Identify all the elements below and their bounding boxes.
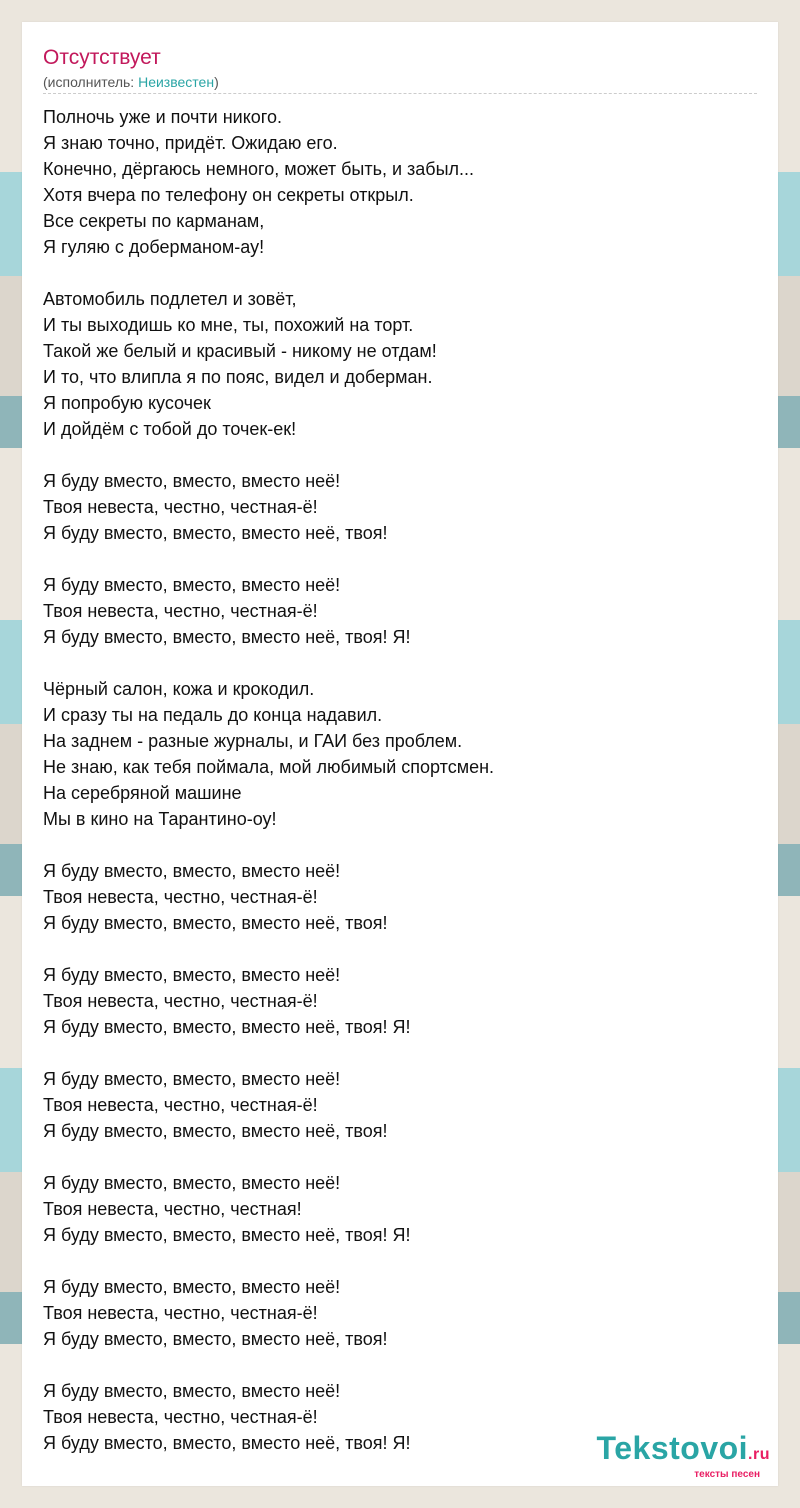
stanza-gap bbox=[43, 546, 757, 572]
lyric-line: Твоя невеста, честно, честная-ё! bbox=[43, 887, 318, 907]
lyric-line: Я буду вместо, вместо, вместо неё, твоя! Я! bbox=[43, 1017, 411, 1037]
stanza-gap bbox=[43, 832, 757, 858]
lyric-line: Хотя вчера по телефону он секреты открыл. bbox=[43, 185, 414, 205]
logo-wordmark bbox=[597, 1432, 770, 1471]
stanza-gap bbox=[43, 650, 757, 676]
lyric-line: Полночь уже и почти никого. bbox=[43, 107, 282, 127]
stanza-gap bbox=[43, 1352, 757, 1378]
stanza-gap bbox=[43, 1144, 757, 1170]
lyric-line: И сразу ты на педаль до конца надавил. bbox=[43, 705, 383, 725]
stanza-gap bbox=[43, 442, 757, 468]
stanza-gap bbox=[43, 260, 757, 286]
lyric-line: Я буду вместо, вместо, вместо неё, твоя! Я! bbox=[43, 1433, 411, 1453]
lyric-line: Я попробую кусочек bbox=[43, 393, 211, 413]
lyric-line: Твоя невеста, честно, честная-ё! bbox=[43, 1095, 318, 1115]
song-title: Отсутствует bbox=[43, 46, 161, 69]
lyric-line: На серебряной машине bbox=[43, 783, 242, 803]
logo-name: Tekstovoi bbox=[596, 1430, 749, 1466]
stanza-gap bbox=[43, 1248, 757, 1274]
lyric-line: Твоя невеста, честно, честная-ё! bbox=[43, 991, 318, 1011]
lyric-line: Я буду вместо, вместо, вместо неё! bbox=[43, 861, 341, 881]
lyric-line: Твоя невеста, честно, честная-ё! bbox=[43, 1303, 318, 1323]
lyric-line: Я буду вместо, вместо, вместо неё, твоя! bbox=[43, 1329, 388, 1349]
lyrics-text bbox=[43, 104, 757, 1456]
lyric-line: Твоя невеста, честно, честная-ё! bbox=[43, 1407, 318, 1427]
lyric-line: Я буду вместо, вместо, вместо неё! bbox=[43, 1069, 341, 1089]
lyric-line: И дойдём с тобой до точек-ек! bbox=[43, 419, 297, 439]
logo-tagline: тексты песен bbox=[694, 1469, 760, 1480]
lyric-line: Я буду вместо, вместо, вместо неё! bbox=[43, 1173, 341, 1193]
lyric-line: Я буду вместо, вместо, вместо неё, твоя! bbox=[43, 913, 388, 933]
lyric-line: Твоя невеста, честно, честная! bbox=[43, 1199, 302, 1219]
lyric-line: Не знаю, как тебя поймала, мой любимый спортсмен. bbox=[43, 757, 495, 777]
lyric-line: Я знаю точно, придёт. Ожидаю его. bbox=[43, 133, 338, 153]
lyrics-card bbox=[22, 22, 778, 1486]
lyric-line: Я буду вместо, вместо, вместо неё! bbox=[43, 1381, 341, 1401]
lyric-line: Я буду вместо, вместо, вместо неё, твоя! Я! bbox=[43, 1225, 411, 1245]
lyric-line: И то, что влипла я по пояс, видел и доберман. bbox=[43, 367, 433, 387]
title-divider bbox=[43, 93, 757, 94]
lyric-line: Я буду вместо, вместо, вместо неё! bbox=[43, 575, 341, 595]
lyric-line: Я буду вместо, вместо, вместо неё, твоя! Я! bbox=[43, 627, 411, 647]
artist-prefix: (исполнитель: bbox=[43, 74, 139, 90]
lyric-line: Такой же белый и красивый - никому не отдам! bbox=[43, 341, 437, 361]
lyric-line: Чёрный салон, кожа и крокодил. bbox=[43, 679, 315, 699]
logo-tld: .ru bbox=[748, 1446, 770, 1463]
lyric-line: Я буду вместо, вместо, вместо неё, твоя! bbox=[43, 1121, 388, 1141]
lyric-line: Твоя невеста, честно, честная-ё! bbox=[43, 497, 318, 517]
lyric-line: Я буду вместо, вместо, вместо неё! bbox=[43, 471, 341, 491]
lyric-line: На заднем - разные журналы, и ГАИ без проблем. bbox=[43, 731, 463, 751]
lyric-line: Я буду вместо, вместо, вместо неё! bbox=[43, 965, 341, 985]
lyric-line: И ты выходишь ко мне, ты, похожий на торт. bbox=[43, 315, 414, 335]
lyric-line: Твоя невеста, честно, честная-ё! bbox=[43, 601, 318, 621]
artist-line bbox=[43, 74, 219, 90]
site-logo[interactable] bbox=[597, 1432, 770, 1480]
lyric-line: Автомобиль подлетел и зовёт, bbox=[43, 289, 297, 309]
lyric-line: Мы в кино на Тарантино-оу! bbox=[43, 809, 277, 829]
lyric-line: Я гуляю с доберманом-ау! bbox=[43, 237, 265, 257]
lyric-line: Я буду вместо, вместо, вместо неё, твоя! bbox=[43, 523, 388, 543]
artist-link[interactable]: Неизвестен bbox=[138, 74, 215, 90]
stanza-gap bbox=[43, 936, 757, 962]
lyric-line: Все секреты по карманам, bbox=[43, 211, 265, 231]
stanza-gap bbox=[43, 1040, 757, 1066]
lyric-line: Я буду вместо, вместо, вместо неё! bbox=[43, 1277, 341, 1297]
artist-suffix: ) bbox=[214, 74, 219, 90]
lyric-line: Конечно, дёргаюсь немного, может быть, и забыл... bbox=[43, 159, 475, 179]
